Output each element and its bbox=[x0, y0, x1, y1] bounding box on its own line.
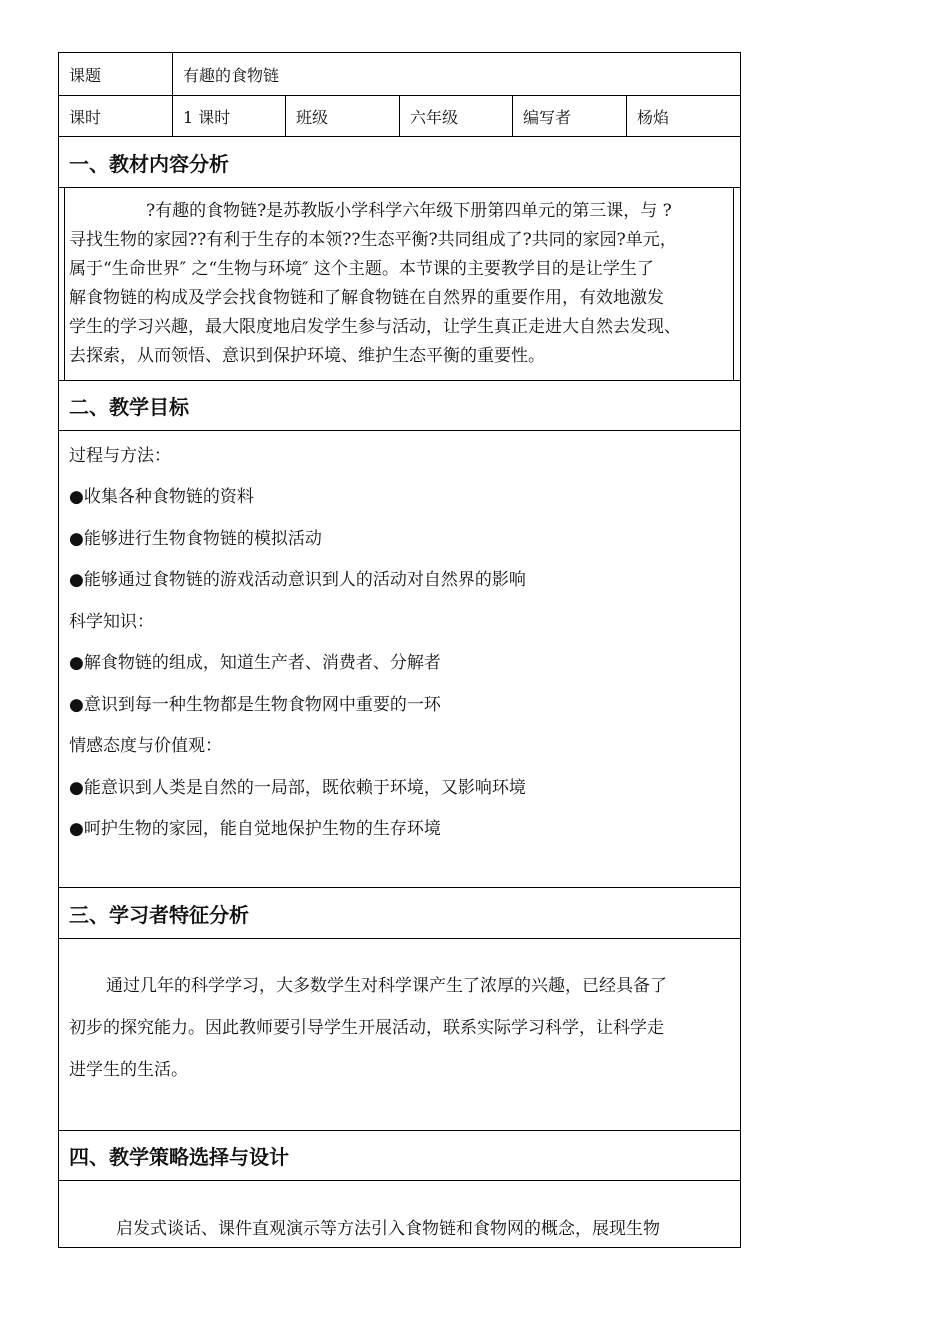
hours-label: 课时 bbox=[59, 96, 173, 136]
learner-line: 通过几年的科学学习，大多数学生对科学课产生了浓厚的兴趣，已经具备了 bbox=[106, 976, 667, 996]
section1-line: 学生的学习兴趣，最大限度地启发学生参与活动，让学生真正走进大自然去发现、 bbox=[69, 317, 681, 337]
objective-line: 过程与方法： bbox=[69, 446, 171, 466]
section2-heading: 二、教学目标 bbox=[59, 381, 740, 431]
section1-heading: 一、教材内容分析 bbox=[59, 137, 740, 188]
topic-value: 有趣的食物链 bbox=[183, 65, 280, 85]
section1-line: ?有趣的食物链?是苏教版小学科学六年级下册第四单元的第三课，与 ? bbox=[146, 201, 672, 221]
section1-line: 解食物链的构成及学会找食物链和了解食物链在自然界的重要作用，有效地激发 bbox=[69, 288, 664, 308]
section4-heading: 四、教学策略选择与设计 bbox=[59, 1131, 740, 1181]
section2-body bbox=[59, 431, 740, 888]
strategy-line: 启发式谈话、课件直观演示等方法引入食物链和食物网的概念，展现生物 bbox=[116, 1219, 660, 1239]
author-value: 杨焰 bbox=[637, 107, 670, 127]
author-label: 编写者 bbox=[513, 96, 627, 136]
section4-body bbox=[59, 1181, 740, 1247]
section1-line: 去探索，从而领悟、意识到保护环境、维护生态平衡的重要性。 bbox=[69, 346, 545, 366]
info-row bbox=[59, 96, 740, 137]
section3-heading: 三、学习者特征分析 bbox=[59, 888, 740, 939]
objective-line: ●意识到每一种生物都是生物食物网中重要的一环 bbox=[69, 695, 441, 715]
objective-line: 情感态度与价值观： bbox=[69, 736, 222, 756]
objective-line: ●解食物链的组成，知道生产者、消费者、分解者 bbox=[69, 653, 441, 673]
objective-line: 科学知识： bbox=[69, 612, 154, 632]
topic-row bbox=[59, 53, 740, 96]
topic-label: 课题 bbox=[59, 53, 173, 95]
class-value: 六年级 bbox=[400, 96, 513, 136]
lesson-plan-table bbox=[58, 52, 741, 1248]
objective-line: ●能够通过食物链的游戏活动意识到人的活动对自然界的影响 bbox=[69, 570, 526, 590]
learner-line: 进学生的生活。 bbox=[69, 1060, 188, 1080]
hours-value: 1 课时 bbox=[173, 96, 286, 136]
section1-line: 属于“生命世界″ 之“生物与环境″ 这个主题。本节课的主要教学目的是让学生了 bbox=[69, 259, 654, 279]
section1-body bbox=[59, 188, 740, 381]
objective-line: ●收集各种食物链的资料 bbox=[69, 487, 254, 507]
objective-line: ●能够进行生物食物链的模拟活动 bbox=[69, 529, 322, 549]
section3-body bbox=[59, 939, 740, 1131]
learner-line: 初步的探究能力。因此教师要引导学生开展活动，联系实际学习科学，让科学走 bbox=[69, 1018, 664, 1038]
objective-line: ●呵护生物的家园，能自觉地保护生物的生存环境 bbox=[69, 819, 441, 839]
objective-line: ●能意识到人类是自然的一局部，既依赖于环境，又影响环境 bbox=[69, 778, 526, 798]
section1-line: 寻找生物的家园??有利于生存的本领??生态平衡?共同组成了?共同的家园?单元， bbox=[69, 230, 677, 250]
class-label: 班级 bbox=[286, 96, 400, 136]
